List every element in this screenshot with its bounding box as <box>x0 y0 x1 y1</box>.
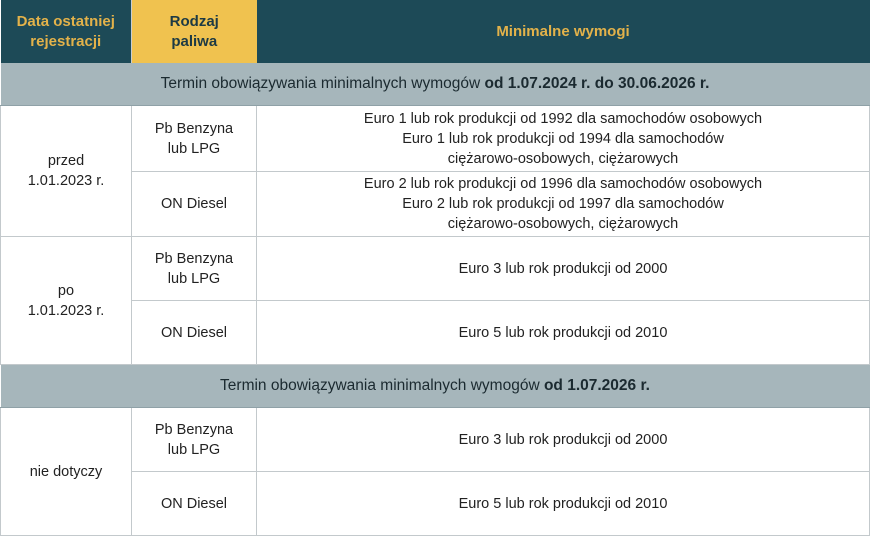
requirement-line: Euro 3 lub rok produkcji od 2000 <box>458 431 668 448</box>
fuel-type-cell <box>132 472 257 536</box>
date-line: po <box>57 282 75 299</box>
requirement-line: Euro 3 lub rok produkcji od 2000 <box>458 260 668 277</box>
header-date-line: Data ostatniej <box>16 12 115 30</box>
fuel-type-cell <box>132 408 257 472</box>
table-row <box>1 172 870 237</box>
table-row <box>1 408 870 472</box>
header-fuel-line: paliwa <box>171 32 218 50</box>
requirement-line: Euro 2 lub rok produkcji od 1997 dla samochodów <box>402 196 724 212</box>
fuel-line: ON Diesel <box>160 495 228 512</box>
section-band <box>1 63 870 106</box>
requirement-cell <box>257 408 870 472</box>
date-line: przed <box>47 153 85 169</box>
requirement-line: Euro 5 lub rok produkcji od 2010 <box>458 324 668 341</box>
requirement-cell <box>257 301 870 365</box>
date-line: 1.01.2023 r. <box>27 302 105 319</box>
section-band-cell <box>1 365 870 408</box>
fuel-line: lub LPG <box>167 140 221 157</box>
section-band <box>1 365 870 408</box>
table-row <box>1 106 870 172</box>
header-row <box>1 0 870 63</box>
fuel-type-cell <box>132 301 257 365</box>
fuel-line: ON Diesel <box>160 196 228 212</box>
header-date-column <box>1 0 132 63</box>
date-line: nie dotyczy <box>29 463 103 480</box>
fuel-line: Pb Benzyna <box>154 250 234 267</box>
fuel-type-cell <box>132 106 257 172</box>
registration-date-cell <box>1 106 132 237</box>
requirement-cell <box>257 172 870 237</box>
fuel-line: lub LPG <box>167 441 221 458</box>
header-fuel-column <box>132 0 257 63</box>
header-requirements-column: Minimalne wymogi <box>257 0 870 63</box>
fuel-type-cell <box>132 172 257 237</box>
fuel-line: Pb Benzyna <box>154 120 234 137</box>
fuel-line: ON Diesel <box>160 324 228 341</box>
fuel-line: lub LPG <box>167 270 221 287</box>
requirement-cell <box>257 237 870 301</box>
header-fuel-line: Rodzaj <box>169 12 219 30</box>
requirement-cell <box>257 106 870 172</box>
header-date-line: rejestracji <box>30 32 102 50</box>
fuel-type-cell <box>132 237 257 301</box>
date-line: 1.01.2023 r. <box>27 173 105 189</box>
section-band-text: Termin obowiązywania minimalnych wymogów <box>160 75 485 92</box>
table-row <box>1 472 870 536</box>
requirement-line: Euro 1 lub rok produkcji od 1994 dla samochodów <box>402 130 724 147</box>
requirement-line: Euro 5 lub rok produkcji od 2010 <box>458 495 668 512</box>
requirement-line: ciężarowo-osobowych, ciężarowych <box>447 150 679 167</box>
table-row <box>1 301 870 365</box>
section-band-cell <box>1 63 870 106</box>
registration-date-cell <box>1 237 132 365</box>
registration-date-cell <box>1 408 132 536</box>
section-band-dates: od 1.07.2024 r. do 30.06.2026 r. <box>484 75 710 92</box>
requirement-line: Euro 2 lub rok produkcji od 1996 dla samochodów osobowych <box>363 176 763 192</box>
section-band-text: Termin obowiązywania minimalnych wymogów <box>220 377 544 394</box>
requirement-line: Euro 1 lub rok produkcji od 1992 dla samochodów osobowych <box>363 110 763 127</box>
requirement-cell <box>257 472 870 536</box>
table-row <box>1 237 870 301</box>
requirement-line: ciężarowo-osobowych, ciężarowych <box>447 216 679 232</box>
fuel-line: Pb Benzyna <box>154 421 234 438</box>
section-band-dates: od 1.07.2026 r. <box>543 377 650 394</box>
